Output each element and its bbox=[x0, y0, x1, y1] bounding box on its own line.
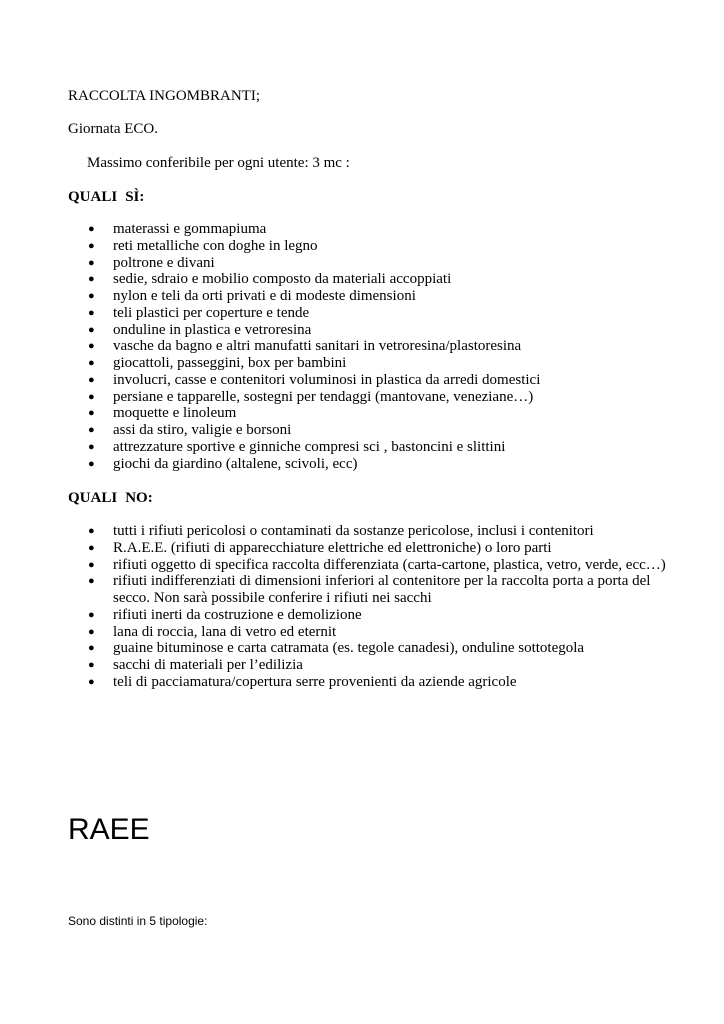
bullet-icon: ● bbox=[88, 323, 95, 336]
raee-heading: RAEE bbox=[68, 813, 150, 846]
list-item bbox=[0, 456, 540, 473]
list-item-text: lana di roccia, lana di vetro ed eternit bbox=[113, 623, 337, 640]
list-item-continuation bbox=[0, 590, 666, 607]
list-item bbox=[0, 573, 666, 590]
list-item-text: teli plastici per coperture e tende bbox=[113, 304, 310, 321]
list-item-text: nylon e teli da orti privati e di modeste dimensioni bbox=[113, 288, 416, 304]
list-item-text: vasche da bagno e altri manufatti sanitari in vetroresina/plastoresina bbox=[113, 338, 522, 355]
list-item-text: teli di pacciamatura/copertura serre provenienti da aziende agricole bbox=[113, 673, 517, 690]
list-item bbox=[0, 523, 666, 540]
no-heading-label: QUALI bbox=[68, 490, 118, 506]
list-item bbox=[0, 338, 540, 355]
bullet-icon: ● bbox=[88, 642, 95, 655]
bullet-icon: ● bbox=[88, 306, 95, 319]
list-item-text: R.A.E.E. (rifiuti di apparecchiature elettriche ed elettroniche) o loro parti bbox=[113, 539, 552, 556]
list-item-text: guaine bituminose e carta catramata (es. tegole canadesi), onduline sottotegola bbox=[113, 640, 585, 657]
list-item-text: reti metalliche con doghe in legno bbox=[113, 237, 318, 254]
list-item-text: sacchi di materiali per l’edilizia bbox=[113, 657, 303, 673]
bullet-icon: ● bbox=[88, 340, 95, 353]
list-item-text: secco. Non sarà possibile conferire i rifiuti nei sacchi bbox=[113, 590, 432, 606]
list-item-text: tutti i rifiuti pericolosi o contaminati da sostanze pericolose, inclusi i contenitori bbox=[113, 523, 594, 539]
bullet-icon: ● bbox=[88, 457, 95, 470]
list-item-text: moquette e linoleum bbox=[113, 405, 237, 422]
bullet-icon: ● bbox=[88, 440, 95, 453]
bullet-icon: ● bbox=[88, 290, 95, 302]
bullet-icon: ● bbox=[88, 659, 95, 671]
bullet-icon: ● bbox=[88, 424, 95, 436]
list-item bbox=[0, 439, 540, 456]
list-item bbox=[0, 288, 540, 305]
list-item bbox=[0, 674, 666, 691]
bullet-icon: ● bbox=[88, 541, 95, 554]
bullet-icon: ● bbox=[88, 273, 95, 286]
bullet-icon: ● bbox=[88, 390, 95, 403]
bullet-icon: ● bbox=[88, 675, 95, 688]
list-item-text: giochi da giardino (altalene, scivoli, ecc) bbox=[113, 455, 358, 472]
list-item-text: rifiuti oggetto di specifica raccolta differenziata (carta-cartone, plastica, vetro, verde, ecc…) bbox=[113, 556, 666, 573]
bullet-icon: ● bbox=[88, 373, 95, 386]
bullet-icon: ● bbox=[88, 357, 95, 369]
list-item bbox=[0, 540, 666, 557]
bullet-icon: ● bbox=[88, 525, 95, 537]
list-item bbox=[0, 221, 540, 238]
document-subtitle: Giornata ECO. bbox=[68, 121, 158, 137]
yes-heading-label: QUALI bbox=[68, 189, 118, 205]
list-item bbox=[0, 355, 540, 372]
list-item bbox=[0, 305, 540, 322]
no-heading-marker: NO: bbox=[125, 490, 153, 506]
bullet-icon: ● bbox=[88, 625, 95, 638]
bullet-icon: ● bbox=[88, 558, 95, 571]
list-item-text: rifiuti indifferenziati di dimensioni inferiori al contenitore per la raccolta porta a porta del bbox=[113, 573, 651, 590]
list-item bbox=[0, 557, 666, 574]
no-items-list bbox=[0, 523, 666, 691]
list-item bbox=[0, 322, 540, 339]
no-section-heading bbox=[68, 490, 153, 507]
list-item bbox=[0, 607, 666, 624]
list-item bbox=[0, 624, 666, 641]
raee-subtitle: Sono distinti in 5 tipologie: bbox=[68, 914, 208, 928]
list-item-text: rifiuti inerti da costruzione e demolizione bbox=[113, 606, 362, 623]
capacity-note: Massimo conferibile per ogni utente: 3 mc : bbox=[87, 155, 350, 171]
bullet-icon: ● bbox=[88, 223, 95, 235]
yes-section-heading bbox=[68, 189, 144, 206]
list-item-text: sedie, sdraio e mobilio composto da materiali accoppiati bbox=[113, 271, 452, 288]
list-item-text: onduline in plastica e vetroresina bbox=[113, 321, 312, 338]
document-title: RACCOLTA INGOMBRANTI; bbox=[68, 88, 261, 104]
yes-heading-marker: SÌ: bbox=[125, 189, 145, 205]
list-item bbox=[0, 372, 540, 389]
list-item bbox=[0, 422, 540, 439]
list-item bbox=[0, 238, 540, 255]
list-item bbox=[0, 405, 540, 422]
list-item bbox=[0, 389, 540, 406]
list-item bbox=[0, 271, 540, 288]
list-item-text: materassi e gommapiuma bbox=[113, 221, 267, 237]
list-item bbox=[0, 640, 666, 657]
bullet-icon: ● bbox=[88, 239, 95, 252]
bullet-icon: ● bbox=[88, 575, 95, 588]
list-item bbox=[0, 657, 666, 674]
list-item-text: poltrone e divani bbox=[113, 254, 215, 271]
list-item-text: assi da stiro, valigie e borsoni bbox=[113, 422, 292, 438]
list-item-text: persiane e tapparelle, sostegni per tendaggi (mantovane, veneziane…) bbox=[113, 388, 534, 405]
yes-items-list bbox=[0, 221, 540, 472]
list-item-text: attrezzature sportive e ginniche compresi sci , bastoncini e slittini bbox=[113, 438, 506, 455]
list-item-text: involucri, casse e contenitori voluminosi in plastica da arredi domestici bbox=[113, 371, 541, 388]
bullet-icon: ● bbox=[88, 256, 95, 269]
bullet-icon: ● bbox=[88, 608, 95, 621]
list-item bbox=[0, 255, 540, 272]
list-item-text: giocattoli, passeggini, box per bambini bbox=[113, 355, 347, 371]
bullet-icon: ● bbox=[88, 407, 95, 420]
